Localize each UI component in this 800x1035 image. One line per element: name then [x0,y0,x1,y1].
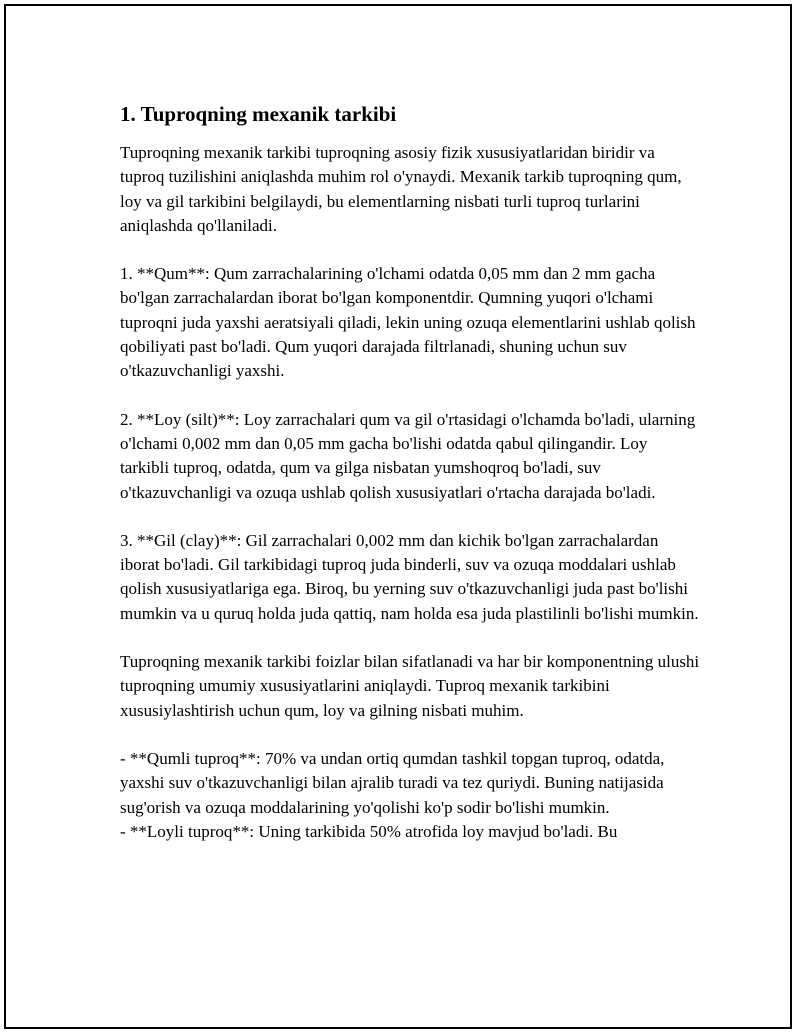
summary-paragraph: Tuproqning mexanik tarkibi foizlar bilan sifatlanadi va har bir komponentning ulushi tuproqning umumiy xususiyatlarini aniqlaydi. Tuproq mexanik tarkibini xususiylashtirish uchun qum, loy va gilning nisbati muhim. [120,652,700,720]
item-qum-paragraph: 1. **Qum**: Qum zarrachalarining o'lchami odatda 0,05 mm dan 2 mm gacha bo'lgan zarrachalardan iborat bo'lgan komponentdir. Qumning yuqori o'lchami tuproqni juda yaxshi aeratsiyali qiladi, lekin uning ozuqa elementlarini ushlab qolish qobiliyati past bo'ladi. Qum yuqori darajada filtrlanadi, shuning uchun suv o'tkazuvchanligi yaxshi. [120,264,696,381]
bullet-qumli-tuproq: - **Qumli tuproq**: 70% va undan ortiq qumdan tashkil topgan tuproq, odatda, yaxshi suv o'tkazuvchanligi bilan ajralib turadi va tez quriydi. Buning natijasida sug'orish va ozuqa moddalarining yo'qolishi ko'p sodir bo'lishi mumkin. [120,748,665,817]
page-frame [4,4,792,1029]
section-heading: 1. Tuproqning mexanik tarkibi [120,102,397,126]
intro-paragraph: Tuproqning mexanik tarkibi tuproqning asosiy fizik xususiyatlaridan biridir va tuproq tuzilishini aniqlashda muhim rol o'ynaydi. Mexanik tarkib tuproqning qum, loy va gil tarkibini belgilaydi, bu elementlarning nisbati turli tuproq turlarini aniqlashda qo'llaniladi. [120,143,682,235]
item-loy-paragraph: 2. **Loy (silt)**: Loy zarrachalari qum va gil o'rtasidagi o'lchamda bo'ladi, ularning o'lchami 0,002 mm dan 0,05 mm gacha bo'lishi odatda qabul qilingandir. Loy tarkibli tuproq, odatda, qum va gilga nisbatan yumshoqroq bo'ladi, suv o'tkazuvchanligi va ozuqa ushlab qolish xususiyatlari o'rtacha darajada bo'ladi. [120,409,696,502]
document-body [120,101,700,844]
bullet-loyli-tuproq: - **Loyli tuproq**: Uning tarkibida 50% atrofida loy mavjud bo'ladi. Bu [120,821,618,841]
item-gil-paragraph: 3. **Gil (clay)**: Gil zarrachalari 0,002 mm dan kichik bo'lgan zarrachalardan iborat bo'ladi. Gil tarkibidagi tuproq juda binderli, suv va ozuqa moddalari ushlab qolish xususiyatlariga ega. Biroq, bu yerning suv o'tkazuvchanligi juda past bo'lishi mumkin va u quruq holda juda qattiq, nam holda esa juda plastilinli bo'lishi mumkin. [120,530,699,623]
